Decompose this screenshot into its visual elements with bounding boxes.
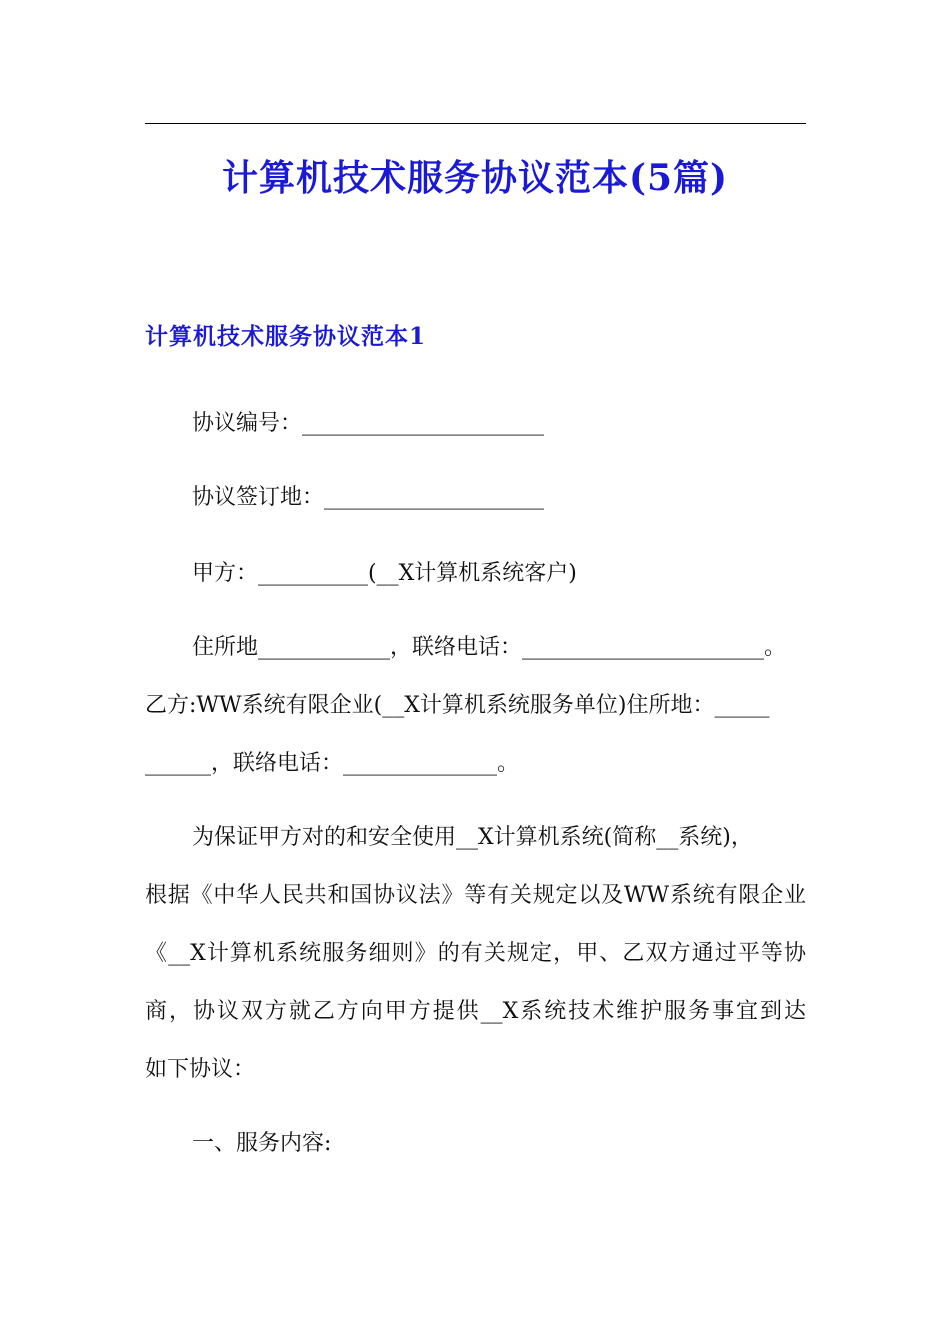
preamble-line-3: 《__X计算机系统服务细则》的有关规定，甲、乙双方通过平等协 (145, 941, 806, 966)
preamble-line-4: 商，协议双方就乙方向甲方提供__X系统技术维护服务事宜到达 (145, 999, 806, 1024)
document-title: 计算机技术服务协议范本(5篇) (221, 157, 729, 199)
clause-heading-service-content: 一、服务内容: (192, 1131, 332, 1156)
party-a-line: 甲方：__________(__X计算机系统客户) (192, 561, 577, 586)
preamble-line-2: 根据《中华人民共和国协议法》等有关规定以及WW系统有限企业 (145, 883, 806, 908)
section-heading: 计算机技术服务协议范本1 (145, 323, 427, 350)
party-a-address-line: 住所地____________，联络电话：______________________。 (192, 635, 787, 660)
preamble-line-1: 为保证甲方对的和安全使用__X计算机系统(简称__系统)， (192, 825, 753, 850)
agreement-number-line: 协议编号：______________________ (192, 411, 545, 436)
preamble-line-5: 如下协议： (145, 1057, 256, 1082)
header-rule (145, 123, 806, 124)
signing-place-line: 协议签订地：____________________ (192, 485, 545, 510)
party-b-line: 乙方:WW系统有限企业(__X计算机系统服务单位)住所地：_____ (145, 693, 770, 718)
party-b-contact-line: ______，联络电话：______________。 (145, 751, 520, 776)
